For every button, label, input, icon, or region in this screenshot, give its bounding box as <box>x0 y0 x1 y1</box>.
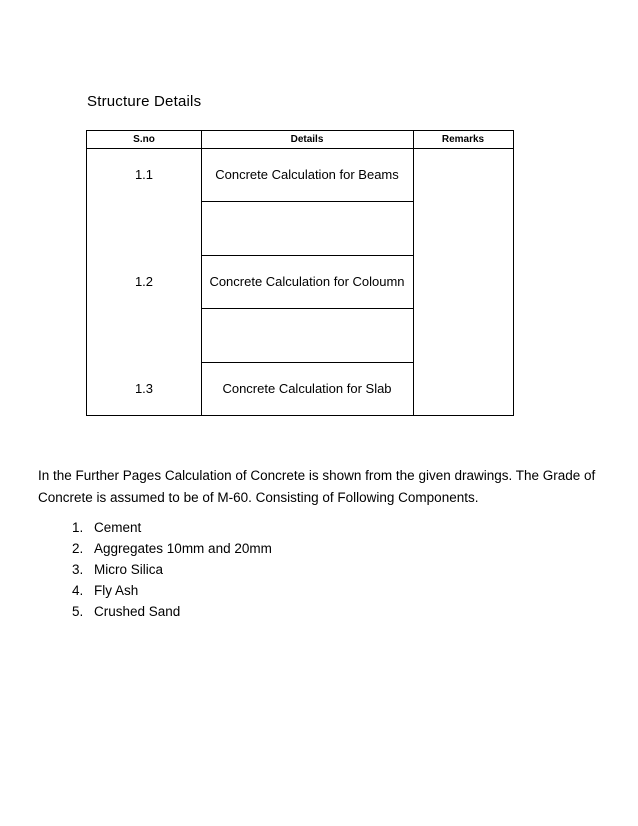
paragraph-line-1: In the Further Pages Calculation of Concrete is shown from the given drawings. The Grade of <box>38 468 596 483</box>
description-paragraph <box>38 465 608 509</box>
list-item-number: 2. <box>72 541 84 556</box>
list-item <box>72 601 272 622</box>
list-item <box>72 580 272 601</box>
list-item <box>72 517 272 538</box>
list-item <box>72 559 272 580</box>
list-item-number: 1. <box>72 520 84 535</box>
list-item-number: 4. <box>72 583 84 598</box>
list-item-text: Fly Ash <box>94 583 139 598</box>
row-1-sno: 1.1 <box>134 167 154 182</box>
header-sno: S.no <box>133 134 155 145</box>
components-list <box>72 517 272 622</box>
row-5-details: Concrete Calculation for Slab <box>222 381 392 396</box>
row-3-sno: 1.2 <box>134 274 154 289</box>
column-divider <box>413 131 414 415</box>
list-item-number: 3. <box>72 562 84 577</box>
list-item-text: Cement <box>94 520 142 535</box>
list-item-text: Crushed Sand <box>94 604 181 619</box>
row-5-sno: 1.3 <box>134 381 154 396</box>
row-divider <box>201 255 413 256</box>
header-remarks: Remarks <box>441 134 485 145</box>
row-divider <box>201 308 413 309</box>
row-3-details: Concrete Calculation for Coloumn <box>209 274 405 289</box>
header-details: Details <box>290 134 324 145</box>
paragraph-line-2: Concrete is assumed to be of M-60. Consisting of Following Components. <box>38 490 479 505</box>
list-item-number: 5. <box>72 604 84 619</box>
list-item <box>72 538 272 559</box>
list-item-text: Aggregates 10mm and 20mm <box>94 541 272 556</box>
structure-details-table <box>86 130 514 416</box>
row-1-details: Concrete Calculation for Beams <box>215 167 399 182</box>
header-divider <box>87 148 513 149</box>
row-divider <box>201 362 413 363</box>
list-item-text: Micro Silica <box>94 562 164 577</box>
row-divider <box>201 201 413 202</box>
section-heading: Structure Details <box>87 93 202 110</box>
